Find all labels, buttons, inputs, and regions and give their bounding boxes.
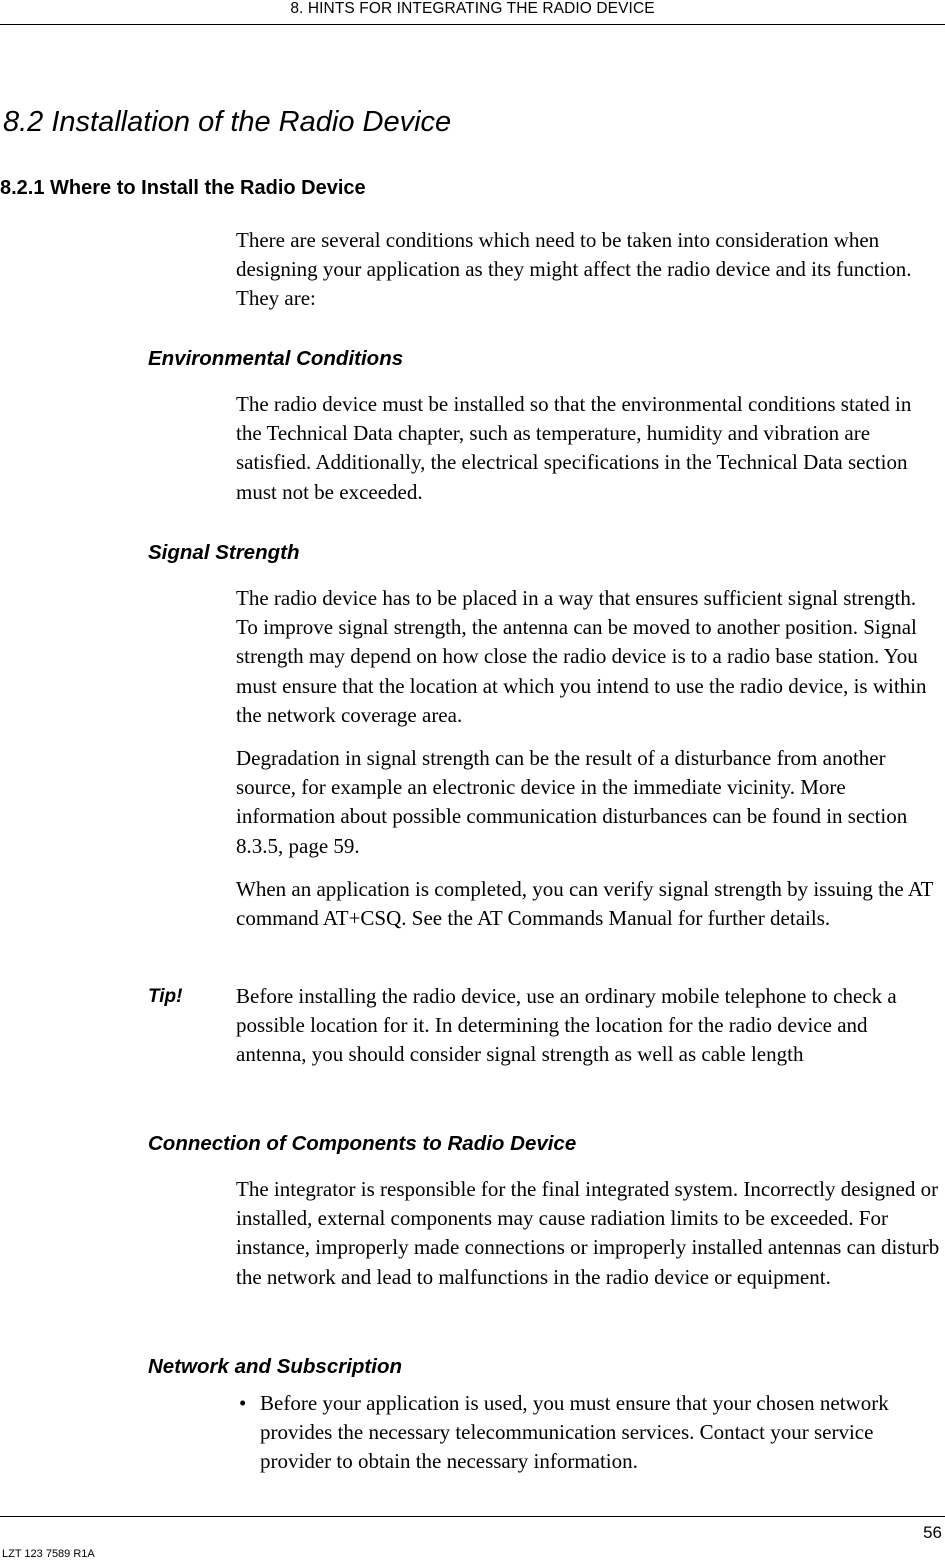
intro-paragraph: There are several conditions which need to be taken into consideration when designing your application as they might affect the radio device and its function. They are: — [236, 228, 912, 311]
signal-paragraph-3: When an application is completed, you can verify signal strength by issuing the AT command AT+CSQ. See the AT Commands Manual for further details. — [236, 877, 934, 931]
bullet-icon: • — [239, 1391, 247, 1415]
subsection-title: 8.2.1 Where to Install the Radio Device — [0, 177, 366, 199]
footer-divider — [0, 1516, 945, 1517]
signal-paragraph-2: Degradation in signal strength can be the result of a disturbance from another source, for example an electronic device in the immediate vicinity. More information about possible communication disturbances can be found in section 8.3.5, page 59. — [236, 746, 908, 858]
signal-heading: Signal Strength — [148, 541, 300, 564]
list-item — [236, 1389, 942, 1477]
page-number: 56 — [923, 1523, 942, 1542]
environmental-heading: Environmental Conditions — [148, 347, 404, 370]
tip-paragraph: Before installing the radio device, use an ordinary mobile telephone to check a possible location for it. In determining the location for the radio device and antenna, you should consider signal strength as well as cable length — [236, 984, 897, 1067]
connection-heading: Connection of Components to Radio Device — [148, 1132, 577, 1155]
tip-label: Tip! — [148, 986, 183, 1007]
header-divider — [0, 24, 945, 25]
environmental-paragraph: The radio device must be installed so that the environmental conditions stated in the Technical Data chapter, such as temperature, humidity and vibration are satisfied. Additionally, the electrical specifications in the Technical Data section must not be exceeded. — [236, 392, 912, 504]
section-title: 8.2 Installation of the Radio Device — [3, 106, 452, 138]
bullet-text: Before your application is used, you must ensure that your chosen network provides the necessary telecommunication services. Contact your service provider to obtain the necessary information. — [260, 1391, 889, 1474]
connection-paragraph: The integrator is responsible for the final integrated system. Incorrectly designed or installed, external components may cause radiation limits to be exceeded. For instance, improperly made connections or improperly installed antennas can disturb the network and lead to malfunctions in the radio device or equipment. — [236, 1177, 940, 1289]
document-code: LZT 123 7589 R1A — [2, 1548, 95, 1560]
signal-paragraph-1: The radio device has to be placed in a way that ensures sufficient signal strength. To improve signal strength, the antenna can be moved to another position. Signal strength may depend on how close the radio device is to a radio base station. You must ensure that the location at which you intend to use the radio device, is within the network coverage area. — [236, 586, 927, 727]
running-header: 8. HINTS FOR INTEGRATING THE RADIO DEVICE — [290, 0, 655, 17]
network-heading: Network and Subscription — [148, 1355, 402, 1378]
